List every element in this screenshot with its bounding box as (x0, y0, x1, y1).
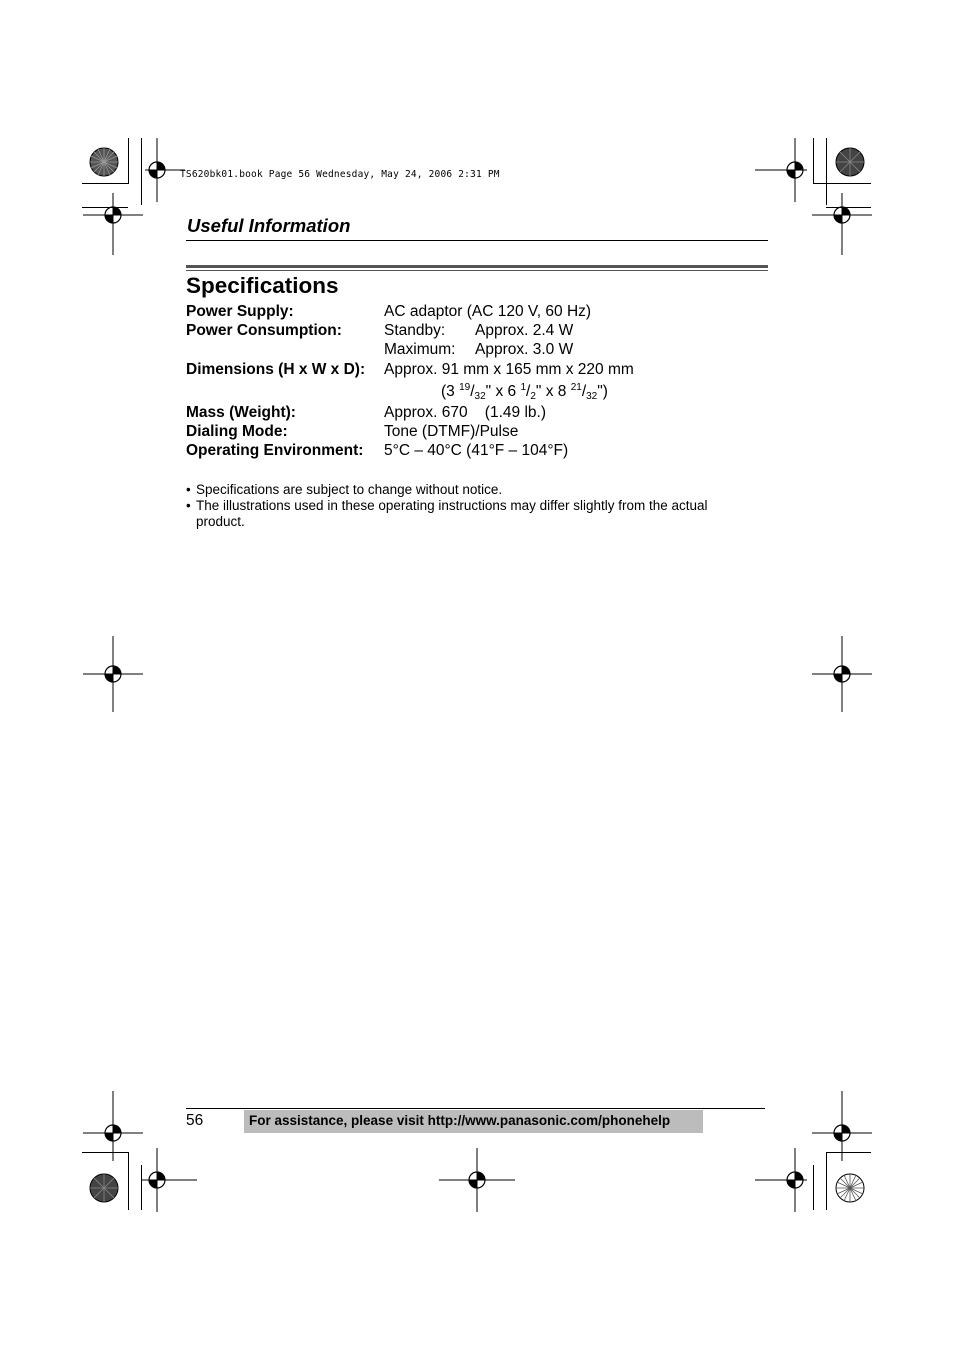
color-bar-circle-icon (89, 147, 119, 177)
crosshair-icon (830, 203, 854, 227)
print-header: TS620bk01.book Page 56 Wednesday, May 24, 2006 2:31 PM (180, 169, 500, 180)
dimensions-inch-value: (3 $^{19}/_{32}$" x 6 $^1/_2$" x 8 $^{21}/_{32}$") (441, 382, 608, 402)
crosshair-icon (830, 662, 854, 686)
mass-value: Approx. 670 (1.49 lb.) (384, 404, 546, 421)
crosshair-icon (465, 1168, 489, 1192)
operating-environment-value: 5°C – 40°C (41°F – 104°F) (384, 442, 569, 459)
maximum-label: Maximum: (384, 341, 456, 358)
note-item: • The illustrations used in these operating instructions may differ slightly from the actual (186, 498, 708, 513)
crosshair-icon (830, 1121, 854, 1145)
power-consumption-label: Power Consumption: (186, 322, 342, 339)
note-item: • Specifications are subject to change without notice. (186, 482, 503, 497)
crosshair-icon (145, 158, 169, 182)
color-bar-circle-icon (835, 1173, 865, 1203)
crosshair-icon (783, 158, 807, 182)
title-rule-thick (186, 265, 768, 268)
crosshair-icon (783, 1168, 807, 1192)
crosshair-icon (101, 1121, 125, 1145)
footer-rule (186, 1108, 765, 1109)
power-supply-label: Power Supply: (186, 303, 294, 320)
dimensions-value: Approx. 91 mm x 165 mm x 220 mm (384, 361, 634, 378)
page-number: 56 (186, 1112, 204, 1129)
section-title: Useful Information (187, 215, 351, 236)
mass-label: Mass (Weight): (186, 404, 296, 421)
dimensions-label: Dimensions (H x W x D): (186, 361, 366, 378)
maximum-value: Approx. 3.0 W (475, 341, 574, 358)
assistance-text: For assistance, please visit http://www.panasonic.com/phonehelp (249, 1113, 671, 1128)
section-rule (186, 240, 768, 241)
standby-value: Approx. 2.4 W (475, 322, 574, 339)
color-bar-circle-icon (835, 147, 865, 177)
operating-environment-label: Operating Environment: (186, 442, 364, 459)
power-supply-value: AC adaptor (AC 120 V, 60 Hz) (384, 303, 592, 320)
dialing-mode-label: Dialing Mode: (186, 423, 288, 440)
page-title: Specifications (186, 273, 339, 298)
note-item-continuation: product. (196, 514, 245, 529)
dialing-mode-value: Tone (DTMF)/Pulse (384, 423, 519, 440)
crosshair-icon (101, 203, 125, 227)
title-rule-thin (186, 270, 768, 271)
standby-label: Standby: (384, 322, 446, 339)
crosshair-icon (145, 1168, 169, 1192)
color-bar-circle-icon (89, 1173, 119, 1203)
crosshair-icon (101, 662, 125, 686)
